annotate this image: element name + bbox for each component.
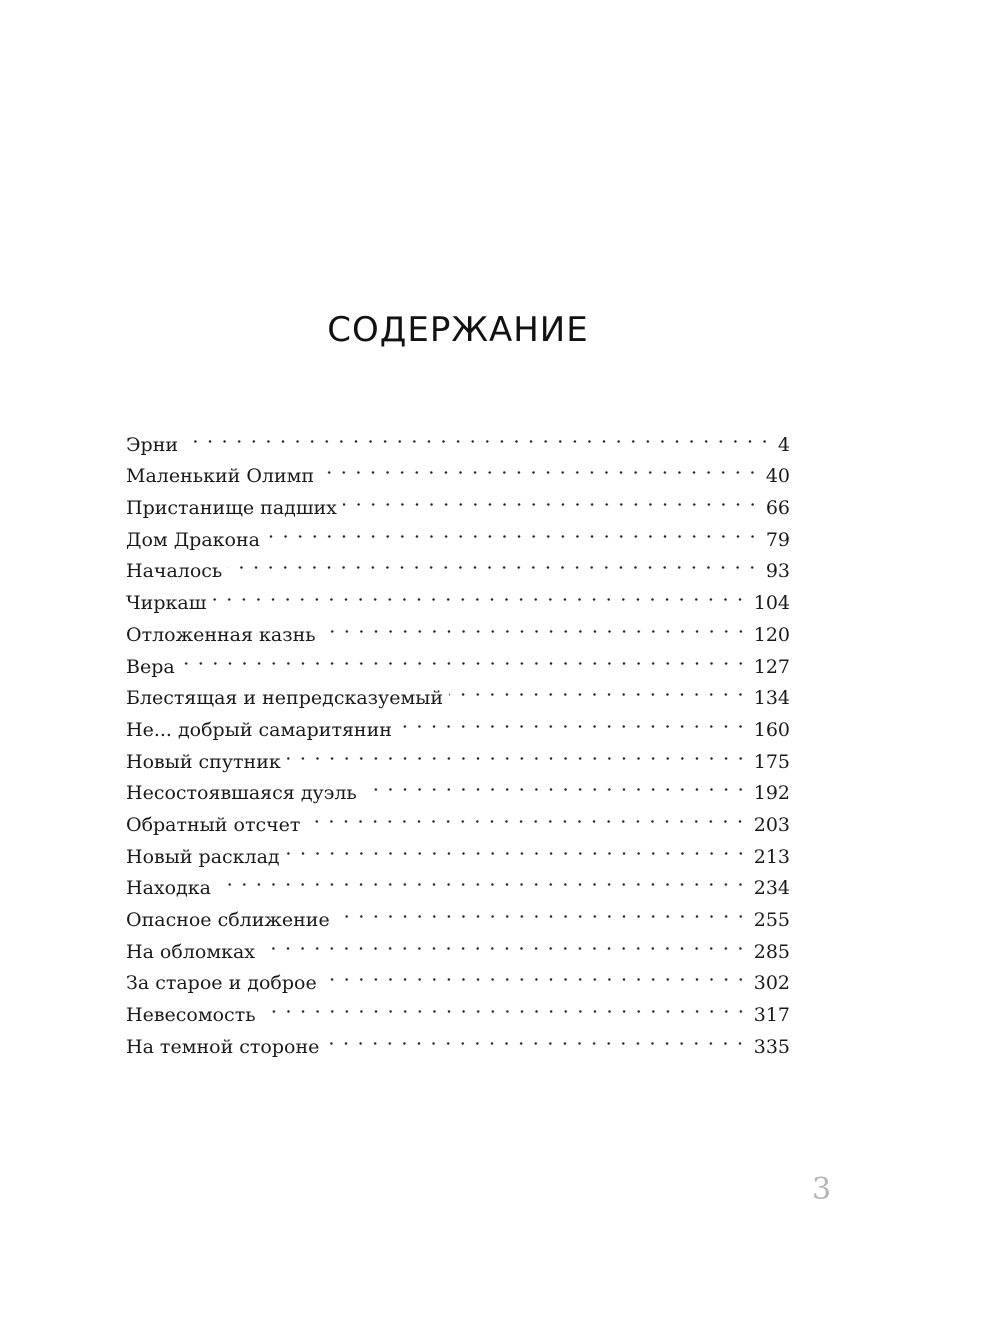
toc-entry-title: На темной стороне: [126, 1035, 320, 1058]
toc-entry-title: Чиркаш: [126, 592, 207, 615]
toc-entry-page-number: 192: [753, 782, 790, 805]
toc-entry-page-number: 175: [753, 750, 790, 773]
toc-entry-title: Новый расклад: [126, 845, 280, 868]
toc-entry-title: Маленький Олимп: [126, 465, 315, 488]
toc-entry-page-number: 79: [765, 528, 790, 551]
dot-leader: [343, 482, 760, 514]
dot-leader: [262, 989, 748, 1021]
toc-entry-title: За старое и доброе: [126, 972, 317, 995]
toc-entry-title: На обломках: [126, 940, 256, 963]
toc-entry-page-number: 255: [753, 909, 790, 931]
toc-entry-title: Блестящая и непредсказуемый: [126, 687, 444, 710]
toc-entry-page-number: 127: [753, 655, 790, 678]
toc-entry: [126, 863, 790, 900]
toc-entry-title: Пристанище падших: [126, 497, 337, 520]
dot-leader: [181, 641, 748, 673]
dot-leader: [398, 704, 748, 736]
toc-entry-page-number: 234: [753, 877, 790, 900]
dot-leader: [336, 894, 748, 926]
toc-entry-title: Эрни: [126, 433, 179, 456]
toc-entry-title: Дом Дракона: [126, 528, 260, 551]
toc-entry: [126, 894, 790, 931]
toc-entry-title: Обратный отсчет: [126, 813, 301, 836]
toc-entry-title: Началось: [126, 560, 223, 583]
toc-entry: [126, 609, 790, 646]
toc-entry-page-number: 335: [753, 1035, 790, 1058]
dot-leader: [217, 863, 748, 895]
toc-entry-page-number: 134: [753, 687, 790, 710]
dot-leader: [266, 514, 760, 546]
toc-entry-title: Новый спутник: [126, 750, 281, 773]
dot-leader: [323, 958, 748, 990]
toc-entry: [126, 451, 790, 488]
dot-leader: [184, 419, 772, 451]
dot-leader: [363, 768, 748, 800]
dot-leader: [322, 609, 748, 641]
toc-entry-page-number: 4: [777, 433, 790, 456]
toc-entry-page-number: 40: [765, 465, 790, 488]
toc-entry: [126, 641, 790, 678]
toc-entry-page-number: 203: [753, 813, 790, 836]
toc-entry: [126, 673, 790, 710]
dot-leader: [449, 673, 748, 705]
table-of-contents: [126, 419, 790, 1058]
toc-entry-title: Находка: [126, 877, 211, 900]
dot-leader: [286, 831, 748, 863]
dot-leader: [287, 736, 748, 768]
toc-entry-page-number: 285: [753, 940, 790, 963]
dot-leader: [306, 799, 747, 831]
toc-entry: [126, 419, 790, 456]
toc-entry-title: Вера: [126, 655, 175, 678]
toc-entry-page-number: 160: [753, 718, 790, 741]
dot-leader: [212, 577, 747, 609]
toc-entry-title: Несостоявшаяся дуэль: [126, 782, 357, 805]
page-number: 3: [812, 1172, 832, 1207]
dot-leader: [228, 546, 760, 578]
toc-entry-page-number: 93: [765, 560, 790, 583]
toc-entry-page-number: 317: [753, 1004, 790, 1027]
toc-entry: [126, 577, 790, 615]
toc-entry-title: Не... добрый самаритянин: [126, 718, 392, 741]
toc-entry-page-number: 120: [753, 623, 790, 646]
toc-entry-title: Опасное сближение: [126, 909, 330, 931]
toc-entry-page-number: 213: [753, 845, 790, 868]
toc-entry-page-number: 302: [753, 972, 790, 995]
toc-entry-title: Невесомость: [126, 1004, 256, 1027]
toc-entry-page-number: 104: [753, 592, 790, 615]
dot-leader: [261, 926, 748, 958]
dot-leader: [320, 451, 760, 483]
toc-entry-page-number: 66: [765, 497, 790, 520]
toc-entry-title: Отложенная казнь: [126, 623, 316, 646]
page-title: СОДЕРЖАНИЕ: [327, 310, 589, 350]
dot-leader: [325, 1021, 747, 1053]
